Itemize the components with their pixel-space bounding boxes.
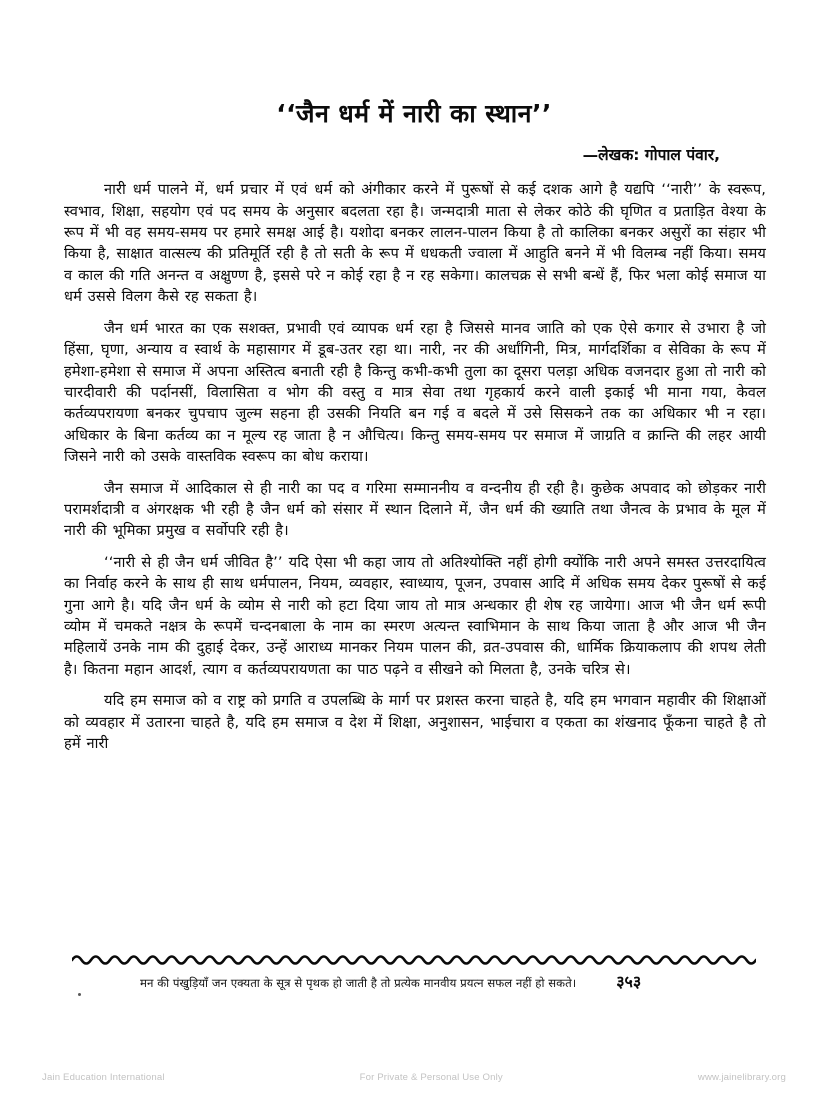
author-byline: —लेखक: गोपाल पंवार,: [582, 146, 720, 165]
page-title: ‘‘जैन धर्म में नारी का स्थान’’: [276, 99, 552, 128]
scan-speck: [78, 993, 81, 996]
paragraph: जैन धर्म भारत का एक सशक्त, प्रभावी एवं व्यापक धर्म रहा है जिससे मानव जाति को एक ऐसे कगार से उभारा है जो हिंसा, घृणा, अन्याय व स्वार्थ के महासागर में डूब-उतर रहा था। नारी, नर की अर्धांगिनी, मित्र, मार्गदर्शिका व सेविका के रूप में हमेशा-हमेशा से समाज में अपना अस्तित्व बनाती रही है किन्तु कभी-कभी तुला का दूसरा पलड़ा अधिक वजनदार हुआ तो नारी को चारदीवारी की पर्दानसीं, विलासिता व भोग की वस्तु व मात्र सेवा तथा गृहकार्य करने वाली इकाई भी माना गया, केवल कर्तव्यपरायणा बनकर चुपचाप जुल्म सहना ही उसकी नियति बन गई व बदले में उसे सिसकने तक का अधिकार भी न रहा। अधिकार के बिना कर्तव्य का न मूल्य रह जाता है न औचित्य। किन्तु समय-समय पर समाज में जाग्रति व क्रान्ति की लहर आयी जिसने नारी को उसके वास्तविक स्वरूप का बोध कराया।: [64, 319, 766, 466]
footnote-strip: [48, 970, 780, 992]
footnote-quote: मन की पंखुड़ियाँ जन एक्यता के सूत्र से पृथक हो जाती है तो प्रत्येक मानवीय प्रयत्न सफल नहीं हो सकते।: [140, 976, 577, 990]
wavy-divider-ornament: [72, 952, 756, 968]
paragraph: ‘‘नारी से ही जैन धर्म जीवित है’’ यदि ऐसा भी कहा जाय तो अतिश्योक्ति नहीं होगी क्योंकि नारी अपने समस्त उत्तरदायित्व का निर्वाह करने के साथ ही साथ धर्मपालन, नियम, व्यवहार, स्वाध्याय, पूजन, उपवास आदि में अधिक समय देकर पुरूषों से कई गुना आगे है। यदि जैन धर्म के व्योम से नारी को हटा दिया जाय तो मात्र अन्धकार ही शेष रह जायेगा। आज भी जैन धर्म रूपी व्योम में चमकते नक्षत्र के रूपमें चन्दनबाला के नाम का स्मरण अत्यन्त स्वाभिमान के साथ किया जाता है और आज भी जैन महिलायें उनके नाम की दुहाई देकर, उन्हें आराध्य मानकर नियम पालन की, व्रत-उपवास की, धार्मिक क्रियाकलाप की शपथ लेती है। कितना महान आदर्श, त्याग व कर्तव्यपरायणता का पाठ पढ़ने व सीखने को मिलता है, उनके चरित्र से।: [64, 553, 766, 678]
page-number: ३५३: [616, 972, 642, 991]
paragraph: जैन समाज में आदिकाल से ही नारी का पद व गरिमा सम्माननीय व वन्दनीय ही रही है। कुछेक अपवाद को छोड़कर नारी परामर्शदात्री व अंगरक्षक भी रही है जैन धर्म को संसार में स्थान दिलाने में, जैन धर्म की ख्याति तथा जैनत्व के प्रभाव के मूल में नारी की भूमिका प्रमुख व सर्वोपरि रही है।: [64, 479, 766, 540]
article-body: [48, 179, 780, 754]
library-footer-center: For Private & Personal Use Only: [359, 1071, 503, 1083]
library-footer-left: Jain Education International: [42, 1071, 165, 1083]
paragraph: यदि हम समाज को व राष्ट्र को प्रगति व उपलब्धि के मार्ग पर प्रशस्त करना चाहते है, यदि हम भगवान महावीर की शिक्षाओं को व्यवहार में उतारना चाहते है, यदि हम समाज व देश में शिक्षा, अनुशासन, भाईचारा व एकता का शंखनाद फूँकना चाहते है तो हमें नारी: [64, 692, 766, 752]
paragraph: नारी धर्म पालने में, धर्म प्रचार में एवं धर्म को अंगीकार करने में पुरूषों से कई दशक आगे है यद्यपि ‘‘नारी’’ के स्वरूप, स्वभाव, शिक्षा, सहयोग एवं पद समय के अनुसार बदलता रहा है। जन्मदात्री माता से लेकर कोठे की घृणित व प्रताड़ित वेश्या के रूप में भी वह समय-समय पर हमारे समक्ष आई है। यशोदा बनकर लालन-पालन किया है तो कालिका बनकर असुरों का संहार भी किया है, साक्षात वात्सल्य की प्रतिमूर्ति रही है तो सती के रूप में धधकती ज्वाला में आहुति बनने में भी विलम्ब नहीं किया। समय व काल की गति अनन्त व अक्षुण्ण है, इससे परे न कोई रहा है न रह सकेगा। कालचक्र से सभी बन्धें हैं, फिर भला कोई समाज या धर्म उससे विलग कैसे रह सकता है।: [64, 181, 766, 306]
library-footer-bar: [0, 1051, 828, 1103]
library-footer-url[interactable]: www.jainelibrary.org: [697, 1071, 786, 1083]
